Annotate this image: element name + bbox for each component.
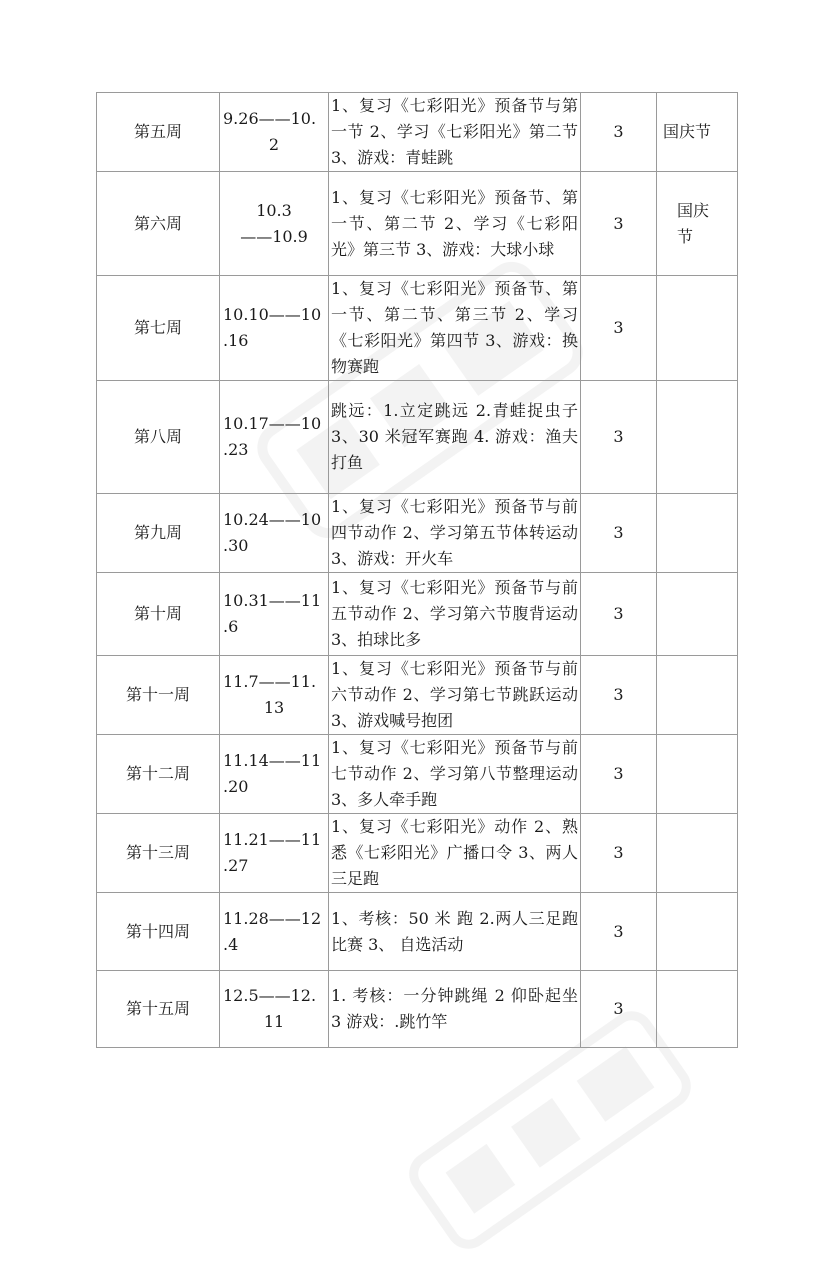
date-end: .6	[223, 617, 239, 636]
content-cell: 1、复习《七彩阳光》预备节与前七节动作 2、学习第八节整理运动 3、多人牵手跑	[329, 735, 581, 814]
week-cell: 第八周	[97, 381, 220, 494]
hours-cell: 3	[581, 494, 657, 573]
content-cell: 1、复习《七彩阳光》动作 2、熟悉《七彩阳光》广播口令 3、两人三足跑	[329, 814, 581, 893]
note-cell: 国庆节	[657, 172, 738, 276]
note-cell	[657, 656, 738, 735]
date-end: .23	[223, 440, 249, 459]
date-start: 9.26——10.	[223, 109, 317, 128]
note-cell	[657, 814, 738, 893]
table-row	[97, 971, 738, 1048]
hours-cell: 3	[581, 814, 657, 893]
table-row	[97, 573, 738, 656]
content-cell: 跳远：1.立定跳远 2.青蛙捉虫子 3、30 米冠军赛跑 4. 游戏：渔夫打鱼	[329, 381, 581, 494]
content-cell: 1、复习《七彩阳光》预备节与前四节动作 2、学习第五节体转运动 3、游戏：开火车	[329, 494, 581, 573]
table-row	[97, 93, 738, 172]
note-cell	[657, 494, 738, 573]
week-cell: 第七周	[97, 276, 220, 381]
table-row	[97, 276, 738, 381]
hours-cell: 3	[581, 971, 657, 1048]
date-cell	[220, 893, 329, 971]
table-row	[97, 494, 738, 573]
date-cell	[220, 494, 329, 573]
week-cell: 第十周	[97, 573, 220, 656]
date-end: 2	[268, 135, 280, 154]
week-cell: 第十五周	[97, 971, 220, 1048]
date-start: 10.10——10	[223, 305, 322, 324]
hours-cell: 3	[581, 381, 657, 494]
date-cell	[220, 381, 329, 494]
hours-cell: 3	[581, 893, 657, 971]
table-row	[97, 893, 738, 971]
date-start: 10.24——10	[223, 510, 322, 529]
date-cell	[220, 276, 329, 381]
date-end: .20	[223, 777, 249, 796]
date-start: 11.21——11	[223, 830, 322, 849]
date-cell	[220, 573, 329, 656]
hours-cell: 3	[581, 276, 657, 381]
table-row	[97, 735, 738, 814]
date-start: 12.5——12.	[223, 986, 317, 1005]
date-start: 10.3	[256, 200, 292, 220]
content-cell: 1、复习《七彩阳光》预备节与第一节 2、学习《七彩阳光》第二节 3、游戏：青蛙跳	[329, 93, 581, 172]
date-end: .27	[223, 856, 249, 875]
date-cell	[220, 735, 329, 814]
date-end: 11	[263, 1012, 285, 1031]
table-row	[97, 656, 738, 735]
note-cell: 国庆节	[657, 93, 738, 172]
date-start: 10.31——11	[223, 591, 322, 610]
week-cell: 第十二周	[97, 735, 220, 814]
weekly-teaching-plan-table	[96, 92, 738, 1048]
hours-cell: 3	[581, 93, 657, 172]
note-cell	[657, 893, 738, 971]
note-cell	[657, 381, 738, 494]
hours-cell: 3	[581, 735, 657, 814]
date-end: .16	[223, 331, 249, 350]
content-cell: 1、复习《七彩阳光》预备节与前五节动作 2、学习第六节腹背运动 3、拍球比多	[329, 573, 581, 656]
hours-cell: 3	[581, 573, 657, 656]
date-start: 11.14——11	[223, 751, 322, 770]
date-cell	[220, 814, 329, 893]
week-cell: 第十三周	[97, 814, 220, 893]
note-cell	[657, 276, 738, 381]
hours-cell: 3	[581, 656, 657, 735]
hours-cell: 3	[581, 172, 657, 276]
date-start: 10.17——10	[223, 414, 322, 433]
week-cell: 第六周	[97, 172, 220, 276]
week-cell: 第十一周	[97, 656, 220, 735]
week-cell: 第十四周	[97, 893, 220, 971]
date-cell	[220, 656, 329, 735]
week-cell: 第九周	[97, 494, 220, 573]
note-cell	[657, 735, 738, 814]
table-row	[97, 814, 738, 893]
date-cell	[220, 93, 329, 172]
content-cell: 1、复习《七彩阳光》预备节、第一节、第二节 2、学习《七彩阳光》第三节 3、游戏：大球小球	[329, 172, 581, 276]
content-cell: 1、考核：50 米 跑 2.两人三足跑比赛 3、 自选活动	[329, 893, 581, 971]
date-start: 11.28——12	[223, 908, 322, 928]
table-row	[97, 381, 738, 494]
date-cell	[220, 172, 329, 276]
note-cell	[657, 573, 738, 656]
table-row	[97, 172, 738, 276]
date-end: 13	[263, 698, 285, 717]
date-end: ——10.9	[240, 226, 308, 246]
date-cell	[220, 971, 329, 1048]
content-cell: 1、复习《七彩阳光》预备节、第一节、第二节、第三节 2、学习《七彩阳光》第四节 3、游戏：换物赛跑	[329, 276, 581, 381]
week-cell: 第五周	[97, 93, 220, 172]
date-end: .4	[223, 934, 239, 954]
date-start: 11.7——11.	[223, 672, 317, 691]
date-end: .30	[223, 536, 249, 555]
note-cell	[657, 971, 738, 1048]
content-cell: 1、复习《七彩阳光》预备节与前六节动作 2、学习第七节跳跃运动 3、游戏喊号抱团	[329, 656, 581, 735]
content-cell: 1. 考核：一分钟跳绳 2 仰卧起坐 3 游戏：.跳竹竿	[329, 971, 581, 1048]
